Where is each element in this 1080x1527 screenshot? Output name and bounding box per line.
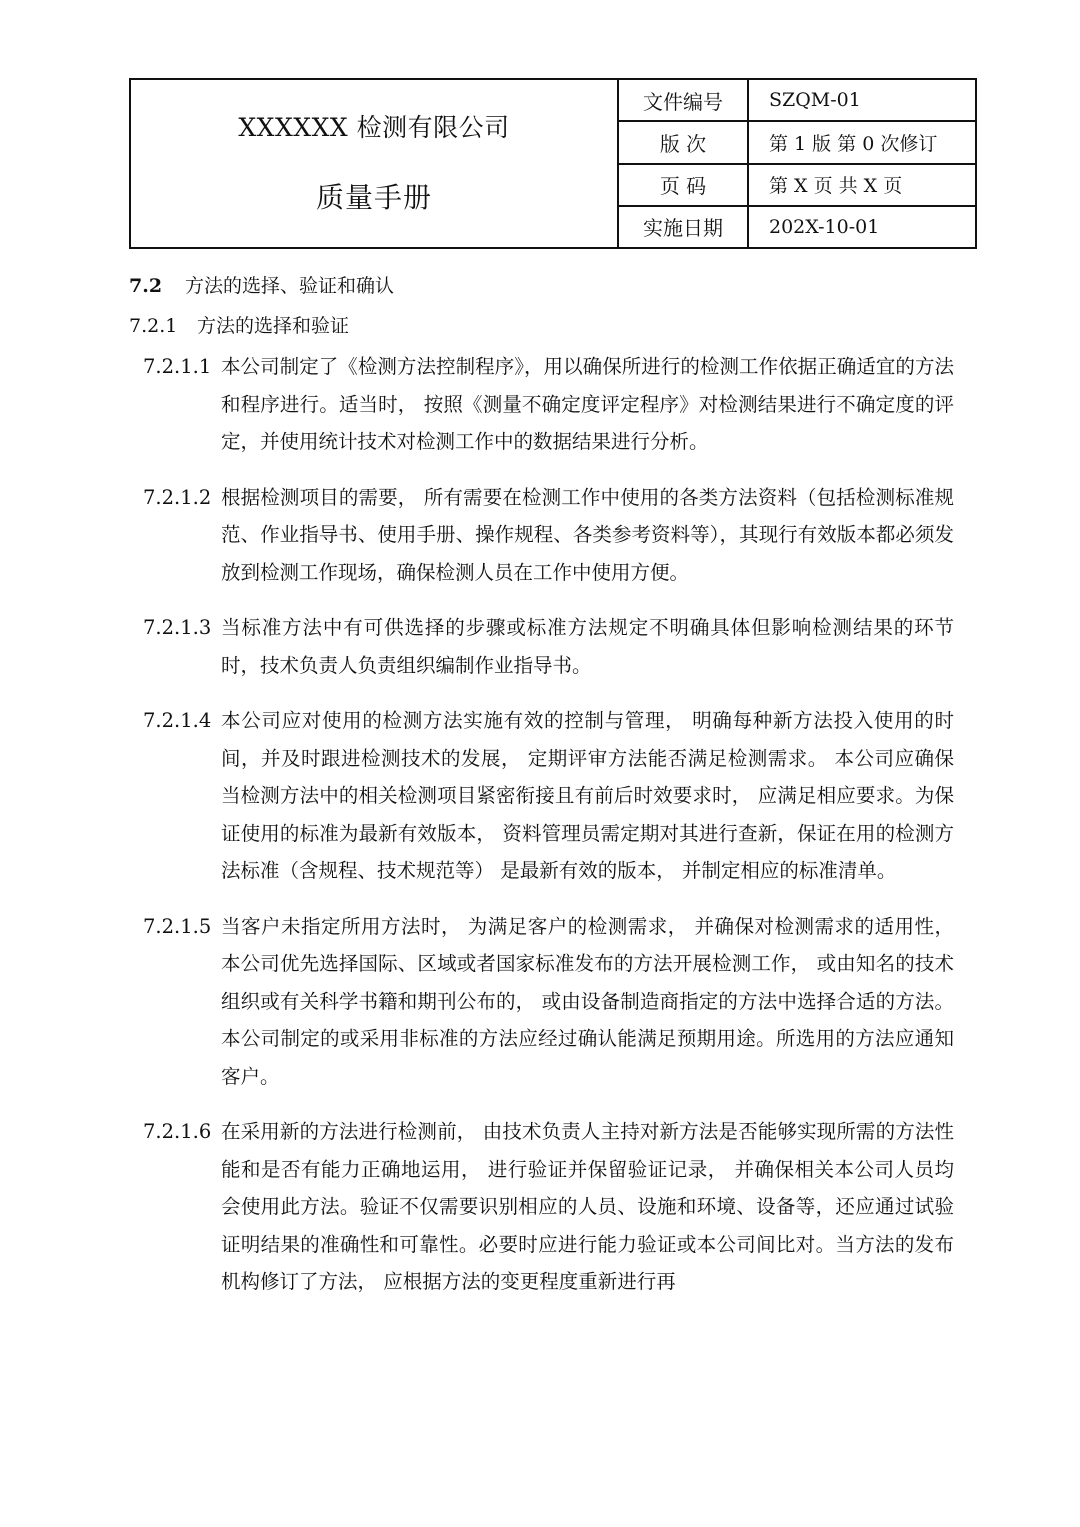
clause-item [143, 1113, 954, 1301]
header-title-cell [131, 80, 619, 247]
clause-item [143, 908, 954, 1096]
clause-item [143, 479, 954, 592]
header-value: 第 1 版 第 0 次修订 [769, 132, 938, 155]
header-row-effective-date [619, 207, 975, 247]
clause-number: 7.2.1.6 [143, 1120, 212, 1143]
section-heading [129, 266, 954, 306]
clause-text: 本公司制定了《检测方法控制程序》，用以确保所进行的检测工作依据正确适宜的方法和程序进行。适当时， 按照《测量不确定度评定程序》对检测结果进行不确定度的评定，并使用统计技术对检测工作中的数据结果进行分析。 [221, 355, 954, 453]
clause-item [143, 609, 954, 684]
header-value: SZQM-01 [769, 89, 861, 112]
clause-text: 当客户未指定所用方法时， 为满足客户的检测需求， 并确保对检测需求的适用性，本公司优先选择国际、区域或者国家标准发布的方法开展检测工作， 或由知名的技术组织或有关科学书籍和期刊公布的， 或由设备制造商指定的方法中选择合适的方法。本公司制定的或采用非标准的方法应经过确认能满足预期用途。所选用的方法应通知客户。 [221, 914, 954, 1088]
clause-item [143, 348, 954, 461]
header-label: 文件编号 [619, 80, 749, 120]
clause-number: 7.2.1.1 [143, 355, 212, 378]
document-body [129, 266, 954, 1319]
clause-number: 7.2.1.4 [143, 709, 212, 732]
clause-number: 7.2.1.2 [143, 485, 212, 509]
header-value: 第 X 页 共 X 页 [769, 175, 903, 198]
clause-item [143, 702, 954, 890]
clause-text: 本公司应对使用的检测方法实施有效的控制与管理， 明确每种新方法投入使用的时间，并及时跟进检测技术的发展， 定期评审方法能否满足检测需求。 本公司应确保当检测方法中的相关检测项目紧密衔接且有前后时效要求时， 应满足相应要求。为保证使用的标准为最新有效版本， 资料管理员需定期对其进行查新，保证在用的检测方法标准（含规程、技术规范等） 是最新有效的版本， 并制定相应的标准清单。 [221, 709, 954, 882]
subsection-heading [129, 306, 954, 346]
clause-number: 7.2.1.5 [143, 914, 212, 938]
subsection-title: 方法的选择和验证 [197, 315, 350, 337]
manual-title: 质量手册 [315, 181, 432, 214]
section-title: 方法的选择、验证和确认 [185, 275, 395, 297]
header-value: 202X-10-01 [769, 215, 880, 238]
header-row-doc-number [619, 80, 975, 122]
header-label: 版 次 [619, 122, 749, 162]
clause-text: 在采用新的方法进行检测前， 由技术负责人主持对新方法是否能够实现所需的方法性能和是否有能力正确地运用， 进行验证并保留验证记录， 并确保相关本公司人员均会使用此方法。验证不仅需要识别相应的人员、设施和环境、设备等，还应通过试验证明结果的准确性和可靠性。必要时应进行能力验证或本公司间比对。当方法的发布机构修订了方法， 应根据方法的变更程度重新进行再 [221, 1120, 954, 1293]
clause-number: 7.2.1.3 [143, 616, 212, 639]
header-info-table [619, 80, 975, 247]
document-header [129, 78, 977, 249]
header-row-page [619, 165, 975, 207]
company-name: XXXXXX 检测有限公司 [238, 113, 510, 142]
header-row-edition [619, 122, 975, 164]
subsection-number: 7.2.1 [129, 315, 178, 337]
header-label: 页 码 [619, 165, 749, 205]
clause-text: 根据检测项目的需要， 所有需要在检测工作中使用的各类方法资料（包括检测标准规范、作业指导书、使用手册、操作规程、各类参考资料等），其现行有效版本都必须发放到检测工作现场，确保检测人员在工作中使用方便。 [221, 485, 954, 584]
section-number: 7.2 [129, 275, 163, 297]
header-label: 实施日期 [619, 207, 749, 247]
clause-text: 当标准方法中有可供选择的步骤或标准方法规定不明确具体但影响检测结果的环节时，技术负责人负责组织编制作业指导书。 [221, 616, 954, 677]
